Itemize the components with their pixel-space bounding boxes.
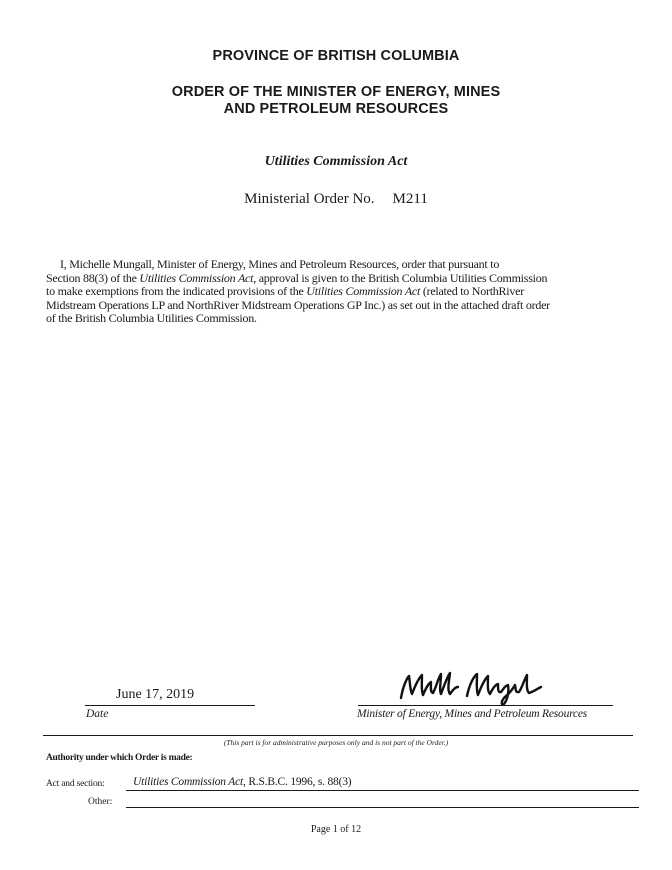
act-name: Utilities Commission Act [133, 776, 243, 788]
act-section-label: Act and section: [46, 779, 105, 789]
act-title: Utilities Commission Act [264, 154, 408, 169]
body-text: Section 88(3) of the [46, 270, 140, 285]
body-text: (related to NorthRiver [420, 284, 524, 299]
act-reference: Utilities Commission Act [306, 284, 421, 299]
body-line-1: I, Michelle Mungall, Minister of Energy, Mines and Petroleum Resources, order that pursuant to [60, 257, 500, 271]
authority-heading: Authority under which Order is made: [46, 753, 193, 763]
body-line-2 [46, 272, 636, 286]
date-value: June 17, 2019 [116, 687, 195, 702]
admin-note: (This part is for administrative purposes only and is not part of the Order.) [223, 738, 449, 747]
admin-divider [43, 735, 633, 736]
body-line-4: Midstream Operations LP and NorthRiver Midstream Operations GP Inc.) as set out in the attached draft order [46, 297, 550, 312]
date-label: Date [86, 708, 109, 720]
body-text: to make exemptions from the indicated provisions of the [46, 284, 307, 299]
page-number: Page 1 of 12 [310, 824, 362, 835]
ministerial-order-value: M211 [392, 191, 428, 207]
act-section-line [126, 790, 639, 791]
minister-title-label: Minister of Energy, Mines and Petroleum Resources [357, 708, 588, 720]
ministerial-order-number [0, 191, 672, 208]
order-heading-line1: ORDER OF THE MINISTER OF ENERGY, MINES [171, 84, 501, 100]
ministerial-order-label: Ministerial Order No. [244, 191, 375, 207]
act-reference: Utilities Commission Act [139, 270, 254, 285]
signature-line [358, 705, 613, 706]
act-section-value [133, 776, 351, 788]
body-line-3 [46, 285, 636, 299]
other-label: Other: [88, 797, 113, 807]
order-body [46, 258, 636, 326]
body-text: , approval is given to the British Columbia Utilities Commission [253, 270, 548, 285]
minister-signature [395, 668, 550, 708]
body-line-5: of the British Columbia Utilities Commission. [46, 311, 257, 326]
other-line [126, 807, 639, 808]
date-line [85, 705, 255, 706]
order-heading-line2: AND PETROLEUM RESOURCES [223, 101, 449, 117]
act-citation: , R.S.B.C. 1996, s. 88(3) [243, 776, 352, 788]
province-heading: PROVINCE OF BRITISH COLUMBIA [212, 48, 460, 64]
